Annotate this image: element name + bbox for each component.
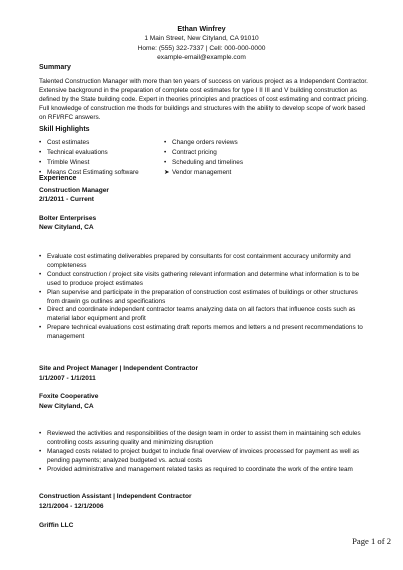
summary-line: on RFI/RFC answers. xyxy=(39,113,101,121)
bullet-icon: • xyxy=(39,149,42,156)
bullet-icon: • xyxy=(164,159,167,166)
job-company: Foxite Cooperative xyxy=(39,393,99,400)
bullet-icon: • xyxy=(39,139,42,146)
bullet-icon: • xyxy=(39,288,42,296)
job-location: New Cityland, CA xyxy=(39,224,94,231)
skill-item xyxy=(164,168,243,178)
job-company: Bolter Enterprises xyxy=(39,215,97,222)
phone-line: Home: (555) 322-7337 | Cell: 000-000-0000 xyxy=(137,44,266,52)
job-company: Griffin LLC xyxy=(39,522,74,529)
duty-item: • Reviewed the activities and responsibilities of the design team in order to assist them in maintaining sch edules controlling costs assuring quality and minimizing disruption xyxy=(39,430,361,446)
skill-label: Cost estimates xyxy=(47,139,90,146)
page-number: Page 1 of 2 xyxy=(352,536,391,546)
job-dates: 12/1/2004 - 12/1/2006 xyxy=(39,503,104,510)
bullet-icon: • xyxy=(39,169,42,176)
job-role: Construction Assistant | Independent Contractor xyxy=(39,493,192,500)
email-line: example-email@example.com xyxy=(157,54,246,62)
skill-item xyxy=(164,138,243,148)
skill-label: Means Cost Estimating software xyxy=(47,169,139,176)
skill-label: Vendor management xyxy=(172,169,232,176)
job-role: Construction Manager xyxy=(39,187,109,194)
skill-item xyxy=(164,148,243,158)
bullet-icon: • xyxy=(39,306,42,314)
bullet-icon: • xyxy=(39,324,42,332)
bullet-icon: • xyxy=(39,465,42,473)
job-duties xyxy=(39,430,379,475)
summary-line: Talented Construction Manager with more than ten years of success on various project as a Independent Contractor. xyxy=(39,78,368,85)
summary-line: defined by the State building code. Expert in theories principles and practices of cost estimating and contract pricing. xyxy=(39,95,368,103)
experience-title: Experience xyxy=(39,175,77,182)
summary-line: Extensive background in the preparation of complete cost estimates for type I II III and V building construction as xyxy=(39,86,357,94)
duty-item: • Plan supervise and participate in the preparation of construction cost estimates of buildings or other structures from drawin gs outlines and specifications xyxy=(39,288,358,305)
skill-label: Change orders reviews xyxy=(172,139,238,146)
duty-item: • Managed costs related to project budget to include final overview of invoices processed for payment as well as pending payments; analyzed budgeted vs. actual costs xyxy=(39,447,360,464)
bullet-icon: • xyxy=(39,430,42,437)
bullet-icon: • xyxy=(39,270,42,278)
candidate-name: Ethan Winfrey xyxy=(177,24,226,33)
job-dates: 1/1/2007 - 1/1/2011 xyxy=(39,375,96,382)
summary-title: Summary xyxy=(39,64,71,71)
skill-item xyxy=(164,158,243,168)
skills-title: Skill Highlights xyxy=(39,126,90,133)
bullet-icon: • xyxy=(39,253,42,260)
summary-text xyxy=(39,78,379,123)
skill-item xyxy=(39,138,139,148)
skill-item xyxy=(39,148,139,158)
bullet-icon: • xyxy=(164,149,167,156)
skill-label: Contract pricing xyxy=(172,149,217,156)
job-dates: 2/1/2011 - Current xyxy=(39,196,94,203)
job-duties xyxy=(39,253,379,342)
summary-line: Full knowledge of construction me thods for buildings and structures with the ability to develop scope of work based xyxy=(39,104,366,112)
job-location: New Cityland, CA xyxy=(39,403,94,410)
skill-label: Trimble Winest xyxy=(47,159,90,166)
bullet-icon: • xyxy=(39,159,42,166)
bullet-icon: • xyxy=(39,447,42,455)
address-line: 1 Main Street, New Cityland, CA 91010 xyxy=(144,35,259,42)
arrow-bullet-icon: ➤ xyxy=(164,169,170,176)
duty-item: • Provided administrative and management related tasks as required to coordinate the work of the entire team xyxy=(39,465,353,473)
duty-item: • Prepare technical evaluations cost estimating draft reports memos and letters a nd present recommendations to management xyxy=(39,324,363,341)
job-role: Site and Project Manager | Independent Contractor xyxy=(39,365,199,372)
duty-item: • Evaluate cost estimating deliverables prepared by consultants for cost containment accuracy uniformity and completeness xyxy=(39,253,351,269)
skill-label: Scheduling and timelines xyxy=(172,159,244,166)
resume-header xyxy=(0,24,403,63)
bullet-icon: • xyxy=(164,139,167,146)
skills-column-left xyxy=(39,138,139,178)
duty-item: • Conduct construction / project site visits gathering relevant information and determine what information is to be used to produce project estimates xyxy=(39,270,360,287)
duty-item: • Direct and coordinate independent contractor teams analyzing data on all factors that influence costs such as material labor equipment and profit xyxy=(39,306,356,323)
skills-column-right xyxy=(164,138,243,178)
skill-item xyxy=(39,158,139,168)
skill-label: Technical evaluations xyxy=(47,149,108,156)
